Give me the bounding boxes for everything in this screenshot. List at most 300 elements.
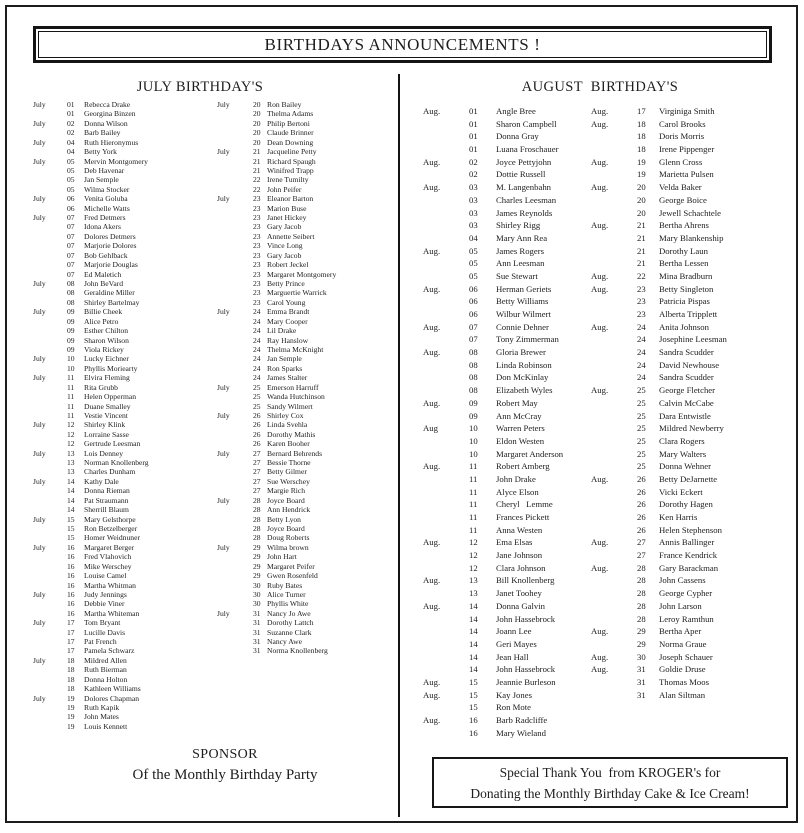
month-label: [33, 646, 67, 655]
month-label: [217, 477, 253, 486]
person-name: Irene Tumilty: [267, 175, 309, 185]
list-item: [423, 714, 563, 727]
person-name: Betty Singleton: [659, 283, 714, 294]
list-item: [33, 270, 149, 279]
list-item: [423, 460, 563, 473]
person-name: Joyce Board: [267, 495, 305, 505]
month-label: [33, 241, 67, 250]
person-name: Thelma McKnight: [267, 344, 324, 354]
list-item: [217, 307, 336, 316]
list-item: [423, 600, 563, 613]
day-number: 26: [253, 410, 261, 420]
month-label: [423, 638, 469, 651]
month-label: [591, 359, 637, 372]
day-number: 24: [253, 316, 261, 326]
list-item: [423, 283, 563, 296]
person-name: Annis Ballinger: [659, 537, 715, 548]
person-name: Martha Whitman: [84, 580, 136, 590]
day-number: 10: [67, 363, 75, 373]
person-name: Tony Zimmerman: [496, 334, 559, 345]
person-name: Eldon Westen: [496, 435, 545, 446]
person-name: Doug Roberts: [267, 533, 310, 543]
person-name: Thelma Adams: [267, 109, 314, 119]
person-name: Debbie Viner: [84, 599, 125, 609]
list-item: [33, 420, 149, 429]
month-label: [591, 371, 637, 384]
list-item: [591, 600, 727, 613]
person-name: Goldie Druse: [659, 664, 706, 675]
day-number: 14: [469, 626, 478, 637]
month-label: [591, 574, 637, 587]
month-label: [591, 232, 637, 245]
day-number: 09: [67, 344, 75, 354]
month-label: [591, 130, 637, 143]
day-number: 28: [253, 514, 261, 524]
person-name: Gwen Rosenfeld: [267, 571, 318, 581]
person-name: Philip Bertoni: [267, 118, 310, 128]
day-number: 21: [253, 165, 261, 175]
person-name: Louis Kennett: [84, 721, 128, 731]
day-number: 12: [469, 537, 478, 548]
month-label: [33, 628, 67, 637]
list-item: [591, 689, 727, 702]
day-number: 25: [637, 461, 646, 472]
month-label: [217, 402, 253, 411]
month-label: [423, 562, 469, 575]
list-item: [217, 166, 336, 175]
person-name: Norma Knollenberg: [267, 646, 328, 656]
person-name: Alberta Tripplett: [659, 309, 718, 319]
day-number: 20: [253, 118, 261, 128]
person-name: Linda Svehla: [267, 420, 308, 430]
day-number: 23: [253, 194, 261, 204]
person-name: Gary Jacob: [267, 250, 302, 260]
month-label: Aug.: [591, 562, 609, 573]
day-number: 21: [637, 245, 646, 256]
day-number: 18: [637, 144, 646, 155]
month-label: Aug.: [423, 461, 441, 472]
day-number: 24: [253, 363, 261, 373]
day-number: 21: [637, 220, 646, 231]
day-number: 21: [253, 147, 261, 157]
list-item: [217, 270, 336, 279]
list-item: [423, 587, 563, 600]
person-name: Cheryl Lemme: [496, 499, 553, 510]
person-name: Mike Werschey: [84, 561, 132, 571]
person-name: Bertha Lessen: [659, 258, 709, 269]
list-item: [217, 392, 336, 401]
person-name: Margaret Anderson: [496, 448, 564, 459]
list-item: [33, 533, 149, 542]
list-item: [423, 511, 563, 524]
day-number: 25: [637, 385, 646, 396]
month-label: [33, 336, 67, 345]
month-label: Aug.: [423, 715, 441, 725]
person-name: Ron Mote: [496, 702, 531, 713]
month-label: [217, 599, 253, 608]
day-number: 24: [637, 359, 646, 370]
list-item: [591, 308, 727, 321]
list-item: [33, 345, 149, 354]
month-label: [591, 422, 637, 435]
month-label: [33, 383, 67, 392]
month-label: [591, 486, 637, 499]
month-label: July: [217, 194, 230, 204]
person-name: Luana Froschauer: [496, 144, 559, 155]
list-item: [33, 703, 149, 712]
list-item: [423, 486, 563, 499]
day-number: 04: [469, 232, 478, 243]
day-number: 11: [469, 461, 478, 472]
month-label: [217, 533, 253, 542]
person-name: Donna Wehner: [659, 461, 711, 472]
month-label: July: [217, 382, 230, 392]
person-name: Marietta Pulsen: [659, 169, 714, 180]
list-item: [217, 119, 336, 128]
month-label: [217, 138, 253, 147]
month-label: [423, 435, 469, 448]
list-item: [217, 533, 336, 542]
list-item: [423, 384, 563, 397]
day-number: 16: [67, 552, 75, 562]
day-number: 05: [67, 156, 75, 166]
day-number: 21: [637, 232, 646, 243]
month-label: [423, 613, 469, 626]
list-item: [33, 392, 149, 401]
list-item: [33, 496, 149, 505]
month-label: [423, 207, 469, 220]
day-number: 21: [253, 156, 261, 166]
person-name: Martha Whiteman: [84, 608, 140, 618]
day-number: 20: [253, 128, 261, 138]
day-number: 25: [253, 401, 261, 411]
month-label: [33, 684, 67, 693]
person-name: Venita Goluba: [84, 194, 128, 204]
list-item: [217, 100, 336, 109]
month-label: July: [217, 448, 230, 458]
day-number: 15: [469, 702, 478, 713]
month-label: July: [217, 307, 230, 317]
person-name: Bertha Aper: [659, 626, 702, 637]
day-number: 19: [67, 721, 75, 731]
month-label: [33, 467, 67, 476]
person-name: France Kendrick: [659, 550, 718, 561]
list-item: [423, 118, 563, 131]
list-item: [33, 109, 149, 118]
list-item: [217, 571, 336, 580]
day-number: 09: [67, 316, 75, 326]
day-number: 31: [253, 618, 261, 628]
person-name: Donna Wilson: [84, 118, 128, 128]
list-item: [423, 524, 563, 537]
day-number: 25: [637, 448, 646, 459]
month-label: [423, 295, 469, 308]
list-item: [217, 609, 336, 618]
list-item: [33, 354, 149, 363]
month-label: [217, 515, 253, 524]
day-number: 03: [469, 207, 478, 218]
person-name: Mary Walters: [659, 448, 707, 459]
month-label: July: [33, 118, 46, 128]
list-item: [423, 371, 563, 384]
list-item: [591, 130, 727, 143]
person-name: George Fletcher: [659, 385, 716, 396]
person-name: George Boice: [659, 194, 707, 205]
day-number: 23: [253, 297, 261, 307]
month-label: July: [33, 279, 46, 289]
day-number: 02: [67, 128, 75, 138]
list-item: [591, 359, 727, 372]
month-label: July: [217, 495, 230, 505]
month-label: [591, 245, 637, 258]
person-name: Dolores Detmers: [84, 231, 136, 241]
month-label: [33, 722, 67, 731]
person-name: Shirley Bartelmay: [84, 297, 140, 307]
list-item: [423, 422, 563, 435]
day-number: 25: [637, 423, 646, 434]
person-name: Linda Robinson: [496, 359, 552, 370]
list-item: [217, 552, 336, 561]
month-label: [423, 359, 469, 372]
day-number: 02: [67, 118, 75, 128]
day-number: 25: [253, 382, 261, 392]
month-label: [591, 549, 637, 562]
day-number: 25: [637, 410, 646, 421]
list-item: [217, 326, 336, 335]
month-label: July: [217, 410, 230, 420]
list-item: [217, 618, 336, 627]
month-label: [33, 326, 67, 335]
month-label: Aug.: [423, 321, 441, 332]
july-heading: JULY BIRTHDAY'S: [136, 79, 264, 95]
month-label: [591, 194, 637, 207]
day-number: 31: [637, 664, 646, 675]
day-number: 01: [469, 131, 478, 142]
month-label: July: [33, 354, 46, 364]
day-number: 27: [253, 448, 261, 458]
day-number: 19: [67, 712, 75, 722]
month-label: [591, 460, 637, 473]
list-item: [33, 402, 149, 411]
person-name: Donna Holton: [84, 674, 128, 684]
person-name: John Hassebrock: [496, 613, 556, 624]
person-name: John Cassens: [659, 575, 706, 586]
list-item: [591, 473, 727, 486]
list-item: [591, 435, 727, 448]
list-item: [33, 505, 149, 514]
person-name: Norma Graue: [659, 638, 707, 649]
month-label: [33, 175, 67, 184]
month-label: [33, 637, 67, 646]
list-item: [33, 599, 149, 608]
person-name: Bob Gehlback: [84, 250, 128, 260]
person-name: Ann Hendrick: [267, 505, 311, 515]
day-number: 26: [253, 429, 261, 439]
day-number: 19: [637, 156, 646, 167]
list-item: [591, 536, 727, 549]
person-name: Barb Bailey: [84, 128, 121, 138]
person-name: Irene Pippenger: [659, 144, 715, 155]
day-number: 03: [469, 182, 478, 193]
day-number: 05: [469, 245, 478, 256]
list-item: [33, 222, 149, 231]
sponsor-subtitle: Of the Monthly Birthday Party: [132, 767, 318, 783]
month-label: [33, 251, 67, 260]
list-item: [423, 638, 563, 651]
month-label: [217, 213, 253, 222]
month-label: [591, 613, 637, 626]
month-label: [423, 511, 469, 524]
list-item: [591, 194, 727, 207]
person-name: Dorothy Laun: [659, 245, 708, 256]
person-name: Esther Chilton: [84, 326, 129, 336]
month-label: [217, 364, 253, 373]
person-name: M. Langenbahn: [496, 182, 552, 193]
list-item: [591, 181, 727, 194]
list-item: [591, 245, 727, 258]
day-number: 26: [637, 512, 646, 522]
person-name: Lucille Davis: [84, 627, 126, 637]
list-item: [217, 260, 336, 269]
day-number: 11: [469, 473, 478, 484]
list-item: [591, 168, 727, 181]
month-label: [423, 651, 469, 664]
person-name: Kay Jones: [496, 689, 532, 700]
list-item: [217, 345, 336, 354]
person-name: Billie Cheek: [84, 307, 123, 317]
month-label: [217, 571, 253, 580]
list-item: [423, 549, 563, 562]
list-item: [423, 207, 563, 220]
person-name: Alice Turner: [267, 589, 306, 599]
list-item: [217, 439, 336, 448]
person-name: Mary Wieland: [496, 727, 546, 738]
month-label: [33, 402, 67, 411]
month-label: [217, 128, 253, 137]
list-item: [33, 562, 149, 571]
person-name: Anita Johnson: [659, 321, 709, 332]
sponsor-title: SPONSOR: [192, 747, 258, 762]
month-label: [217, 336, 253, 345]
day-number: 31: [253, 627, 261, 637]
day-number: 24: [637, 372, 646, 383]
person-name: John Larson: [659, 600, 702, 611]
list-item: [591, 371, 727, 384]
person-name: Sue Stewart: [496, 270, 538, 281]
list-item: [423, 143, 563, 156]
person-name: Angle Bree: [496, 106, 536, 116]
day-number: 18: [637, 118, 646, 129]
day-number: 23: [637, 309, 646, 319]
day-number: 28: [253, 505, 261, 515]
month-label: [591, 524, 637, 537]
month-label: [423, 270, 469, 283]
month-label: [33, 712, 67, 721]
list-item: [423, 321, 563, 334]
person-name: Elizabeth Wyles: [496, 385, 553, 396]
person-name: Ray Hanslow: [267, 335, 309, 345]
month-label: [217, 354, 253, 363]
list-item: [217, 317, 336, 326]
day-number: 10: [469, 435, 478, 446]
day-number: 06: [469, 309, 478, 319]
month-label: July: [33, 655, 46, 665]
day-number: 23: [637, 296, 646, 307]
month-label: Aug.: [423, 347, 441, 358]
day-number: 13: [469, 575, 478, 586]
list-item: [423, 613, 563, 626]
person-name: Mary Cooper: [267, 316, 308, 326]
list-item: [217, 204, 336, 213]
day-number: 08: [469, 372, 478, 383]
column-divider: [398, 74, 400, 817]
day-number: 07: [67, 250, 75, 260]
month-label: [423, 473, 469, 486]
day-number: 04: [67, 137, 75, 147]
day-number: 18: [67, 655, 75, 665]
day-number: 31: [637, 676, 646, 687]
month-label: [591, 257, 637, 270]
month-label: [423, 232, 469, 245]
month-label: [217, 222, 253, 231]
list-item: [217, 138, 336, 147]
person-name: Jewell Schachtele: [659, 207, 721, 218]
month-label: [423, 549, 469, 562]
list-item: [217, 411, 336, 420]
day-number: 16: [67, 571, 75, 581]
day-number: 24: [637, 347, 646, 358]
month-label: July: [33, 194, 46, 204]
person-name: Suzanne Clark: [267, 627, 312, 637]
person-name: George Cypher: [659, 588, 713, 599]
person-name: Mervin Montgomery: [84, 156, 148, 166]
day-number: 01: [469, 118, 478, 129]
list-item: [33, 364, 149, 373]
person-name: Marion Buse: [267, 203, 307, 213]
person-name: Dottie Russell: [496, 169, 546, 180]
day-number: 05: [67, 165, 75, 175]
month-label: [591, 448, 637, 461]
month-label: [33, 345, 67, 354]
day-number: 20: [637, 207, 646, 218]
list-item: [217, 251, 336, 260]
list-item: [33, 675, 149, 684]
month-label: [591, 397, 637, 410]
day-number: 28: [253, 533, 261, 543]
day-number: 14: [67, 505, 75, 515]
day-number: 01: [67, 109, 75, 119]
month-label: [33, 439, 67, 448]
month-label: [217, 562, 253, 571]
list-item: [591, 486, 727, 499]
list-item: [33, 439, 149, 448]
list-item: [217, 194, 336, 203]
person-name: Robert Amberg: [496, 461, 550, 472]
person-name: Ema Elsas: [496, 537, 533, 548]
person-name: Geri Mayes: [496, 638, 537, 649]
day-number: 23: [637, 283, 646, 294]
month-label: [423, 143, 469, 156]
month-label: [591, 308, 637, 321]
month-label: [33, 496, 67, 505]
month-label: [591, 600, 637, 613]
list-item: [33, 581, 149, 590]
day-number: 15: [67, 514, 75, 524]
list-item: [33, 383, 149, 392]
month-label: [423, 486, 469, 499]
day-number: 22: [253, 184, 261, 194]
month-label: July: [33, 373, 46, 383]
